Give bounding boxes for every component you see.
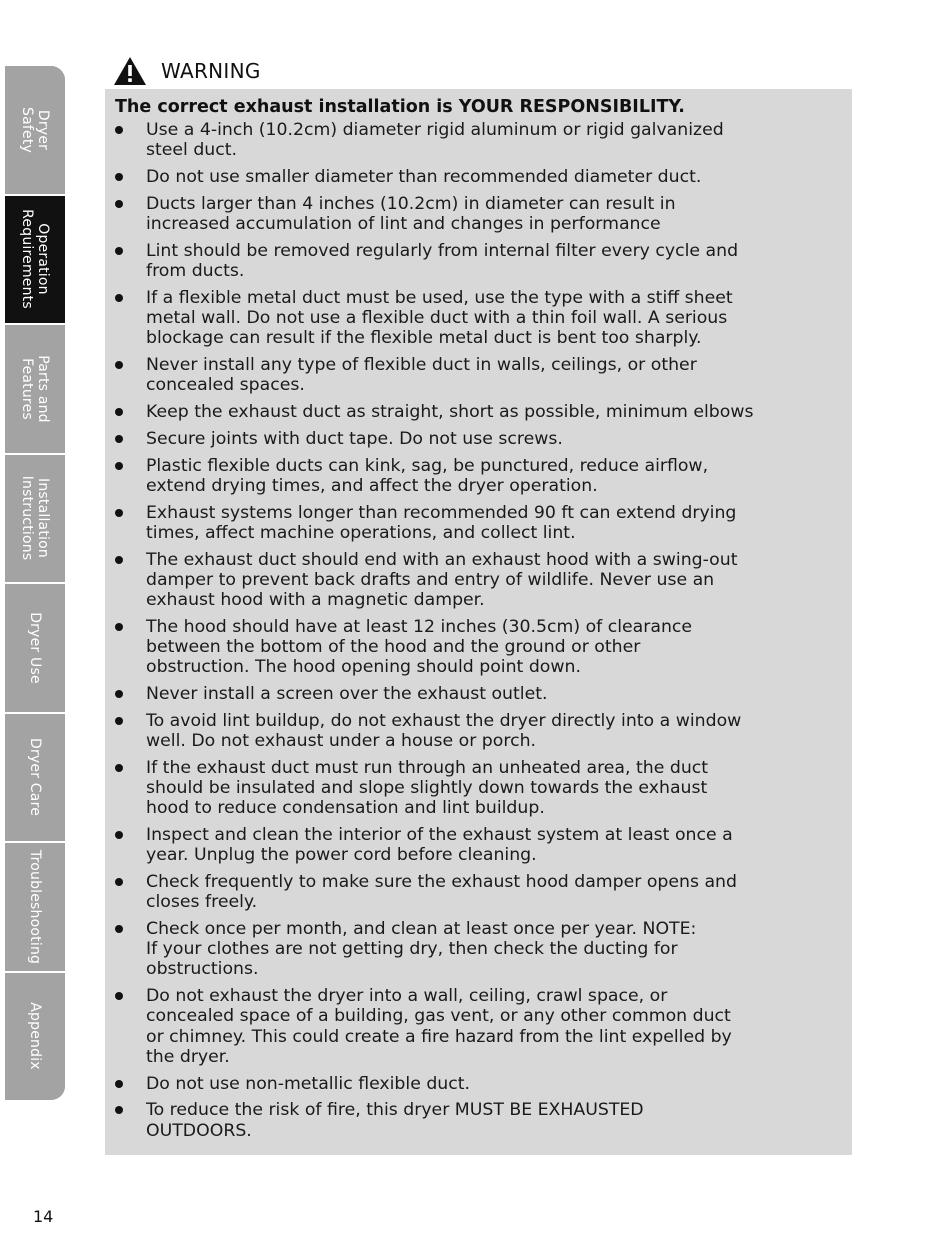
bullet-item — [115, 986, 842, 1067]
bullet-text: The hood should have at least 12 inches (30.5cm) of clearance between the bottom of the hood and the ground or other obstruction. The hood opening should point down. — [146, 616, 693, 678]
bullet-item — [115, 1074, 842, 1094]
bullet-dot-icon — [115, 717, 123, 725]
bullet-dot-icon — [115, 992, 123, 1000]
warning-panel — [105, 89, 852, 1155]
bullet-item — [115, 1100, 842, 1140]
warning-header — [113, 56, 261, 86]
bullet-text: Do not use smaller diameter than recommended diameter duct. — [146, 167, 702, 187]
tab-appendix[interactable] — [5, 973, 65, 1101]
tab-installation-instructions[interactable] — [5, 455, 65, 585]
bullet-text: Ducts larger than 4 inches (10.2cm) in diameter can result in increased accumulation of lint and changes in performance — [146, 193, 676, 234]
bullet-dot-icon — [115, 925, 123, 933]
bullet-text: Exhaust systems longer than recommended 90 ft can extend drying times, affect machine operations, and collect lint. — [146, 502, 737, 543]
bullet-item — [115, 617, 842, 678]
bullet-text: Never install a screen over the exhaust outlet. — [146, 684, 548, 704]
bullet-text: Never install any type of flexible duct in walls, ceilings, or other concealed spaces. — [146, 355, 697, 396]
bullet-dot-icon — [115, 690, 123, 698]
bullet-dot-icon — [115, 247, 123, 255]
bullet-text: If the exhaust duct must run through an unheated area, the duct should be insulated and slope slightly down towards the exhaust hood to reduce condensation and lint buildup. — [146, 757, 709, 819]
bullet-item — [115, 872, 842, 912]
tab-label: Appendix — [27, 1002, 43, 1070]
tab-label: Troubleshooting — [27, 849, 43, 964]
tab-dryer-care[interactable] — [5, 714, 65, 844]
bullet-text: Inspect and clean the interior of the exhaust system at least once a year. Unplug the power cord before cleaning. — [146, 825, 733, 866]
bullet-text: Keep the exhaust duct as straight, short as possible, minimum elbows — [146, 402, 754, 422]
warning-triangle-icon — [113, 56, 147, 86]
bullet-text: Do not exhaust the dryer into a wall, ceiling, crawl space, or concealed space of a building, gas vent, or any other common duct or chimney. This could create a fire hazard from the lint expelled by the dryer. — [146, 986, 732, 1067]
bullet-dot-icon — [115, 764, 123, 772]
tab-dryer-safety[interactable] — [5, 66, 65, 196]
tab-label: Operation Requirements — [19, 209, 51, 310]
bullet-dot-icon — [115, 831, 123, 839]
tab-label: Dryer Use — [27, 611, 43, 684]
bullet-dot-icon — [115, 408, 123, 416]
bullet-text: The exhaust duct should end with an exhaust hood with a swing-out damper to prevent back drafts and entry of wildlife. Never use an exhaust hood with a magnetic damper. — [146, 549, 738, 610]
bullet-item — [115, 684, 842, 704]
bullet-dot-icon — [115, 361, 123, 369]
bullet-text: Do not use non-metallic flexible duct. — [146, 1073, 471, 1094]
bullet-text: Lint should be removed regularly from internal filter every cycle and from ducts. — [146, 240, 739, 281]
bullet-text: To reduce the risk of fire, this dryer MUST BE EXHAUSTED OUTDOORS. — [146, 1100, 644, 1141]
bullet-text: Secure joints with duct tape. Do not use screws. — [146, 428, 563, 449]
bullet-dot-icon — [115, 126, 123, 134]
warning-bullet-list — [115, 120, 842, 1141]
page-number: 14 — [33, 1207, 54, 1226]
tab-label: Installation Instructions — [19, 475, 51, 561]
bullet-text: Use a 4-inch (10.2cm) diameter rigid aluminum or rigid galvanized steel duct. — [146, 120, 724, 161]
bullet-item — [115, 167, 842, 187]
bullet-item — [115, 825, 842, 865]
bullet-item — [115, 919, 842, 980]
bullet-item — [115, 456, 842, 496]
bullet-item — [115, 288, 842, 349]
bullet-item — [115, 241, 842, 281]
tab-label: Dryer Care — [27, 738, 43, 817]
bullet-item — [115, 120, 842, 160]
tab-operation-requirements[interactable] — [5, 196, 65, 326]
bullet-text: If a flexible metal duct must be used, use the type with a stiff sheet metal wall. Do not use a flexible duct with a thin foil wall. A serious blockage can result if the flexible metal duct is bent too sharply. — [146, 287, 733, 349]
bullet-item — [115, 194, 842, 234]
bullet-dot-icon — [115, 200, 123, 208]
bullet-item — [115, 758, 842, 819]
tab-label: Dryer Safety — [19, 106, 51, 153]
bullet-dot-icon — [115, 294, 123, 302]
bullet-item — [115, 355, 842, 395]
bullet-text: Plastic flexible ducts can kink, sag, be punctured, reduce airflow, extend drying times, and affect the dryer operation. — [146, 455, 709, 496]
tab-label: Parts and Features — [19, 354, 51, 423]
warning-label: WARNING — [161, 59, 261, 83]
bullet-text: Check frequently to make sure the exhaust hood damper opens and closes freely. — [146, 872, 737, 913]
tab-dryer-use[interactable] — [5, 584, 65, 714]
bullet-dot-icon — [115, 462, 123, 470]
bullet-dot-icon — [115, 878, 123, 886]
bullet-text: To avoid lint buildup, do not exhaust the dryer directly into a window well. Do not exhaust under a house or porch. — [146, 710, 742, 751]
bullet-dot-icon — [115, 509, 123, 517]
bullet-item — [115, 402, 842, 422]
bullet-dot-icon — [115, 623, 123, 631]
tab-parts-and-features[interactable] — [5, 325, 65, 455]
bullet-item — [115, 503, 842, 543]
bullet-dot-icon — [115, 1080, 123, 1088]
bullet-dot-icon — [115, 173, 123, 181]
bullet-dot-icon — [115, 1106, 123, 1114]
warning-heading: The correct exhaust installation is YOUR RESPONSIBILITY. — [115, 97, 685, 117]
bullet-item — [115, 550, 842, 611]
bullet-dot-icon — [115, 556, 123, 564]
section-tabs — [5, 66, 65, 1100]
tab-troubleshooting[interactable] — [5, 843, 65, 973]
bullet-text: Check once per month, and clean at least once per year. NOTE: If your clothes are not getting dry, then check the ducting for obstructions. — [146, 919, 697, 980]
bullet-item — [115, 711, 842, 751]
bullet-dot-icon — [115, 435, 123, 443]
bullet-item — [115, 429, 842, 449]
